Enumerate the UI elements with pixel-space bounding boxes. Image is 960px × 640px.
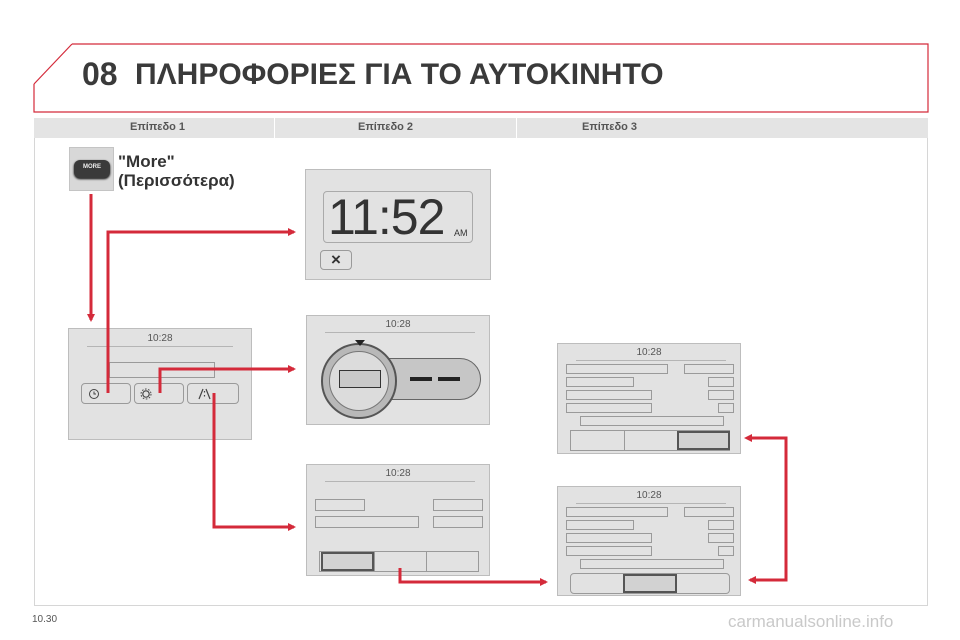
level1-screen-time: 10:28 bbox=[147, 333, 173, 344]
settings-screen-time: 10:28 bbox=[385, 468, 411, 479]
level3-bottom-time: 10:28 bbox=[636, 490, 662, 501]
trip-to-settings-arrow bbox=[214, 393, 294, 527]
clock-ampm: AM bbox=[454, 228, 468, 238]
level3-toggle-arrow bbox=[750, 438, 786, 580]
chapter-number: 08 bbox=[82, 56, 118, 92]
close-icon: × bbox=[331, 250, 341, 269]
more-label-line2: (Περισσότερα) bbox=[118, 171, 235, 190]
dial-screen-time: 10:28 bbox=[385, 319, 411, 330]
watermark-text: carmanualsonline.info bbox=[728, 612, 894, 631]
page-title: ΠΛΗΡΟΦΟΡΙΕΣ ΓΙΑ ΤΟ ΑΥΤΟΚΙΝΗΤΟ bbox=[135, 58, 664, 91]
clock-time: 11:52 bbox=[328, 189, 445, 245]
more-key-text: MORE bbox=[83, 164, 101, 170]
level-2-label: Επίπεδο 2 bbox=[358, 121, 414, 133]
settings-to-level3-arrow bbox=[400, 568, 546, 582]
level-1-label: Επίπεδο 1 bbox=[130, 121, 186, 133]
settings-to-dial-arrow bbox=[160, 369, 294, 393]
more-label-line1: "More" bbox=[118, 152, 175, 171]
level3-top-time: 10:28 bbox=[636, 347, 662, 358]
page-number: 10.30 bbox=[32, 614, 58, 625]
level-3-label: Επίπεδο 3 bbox=[582, 121, 638, 133]
